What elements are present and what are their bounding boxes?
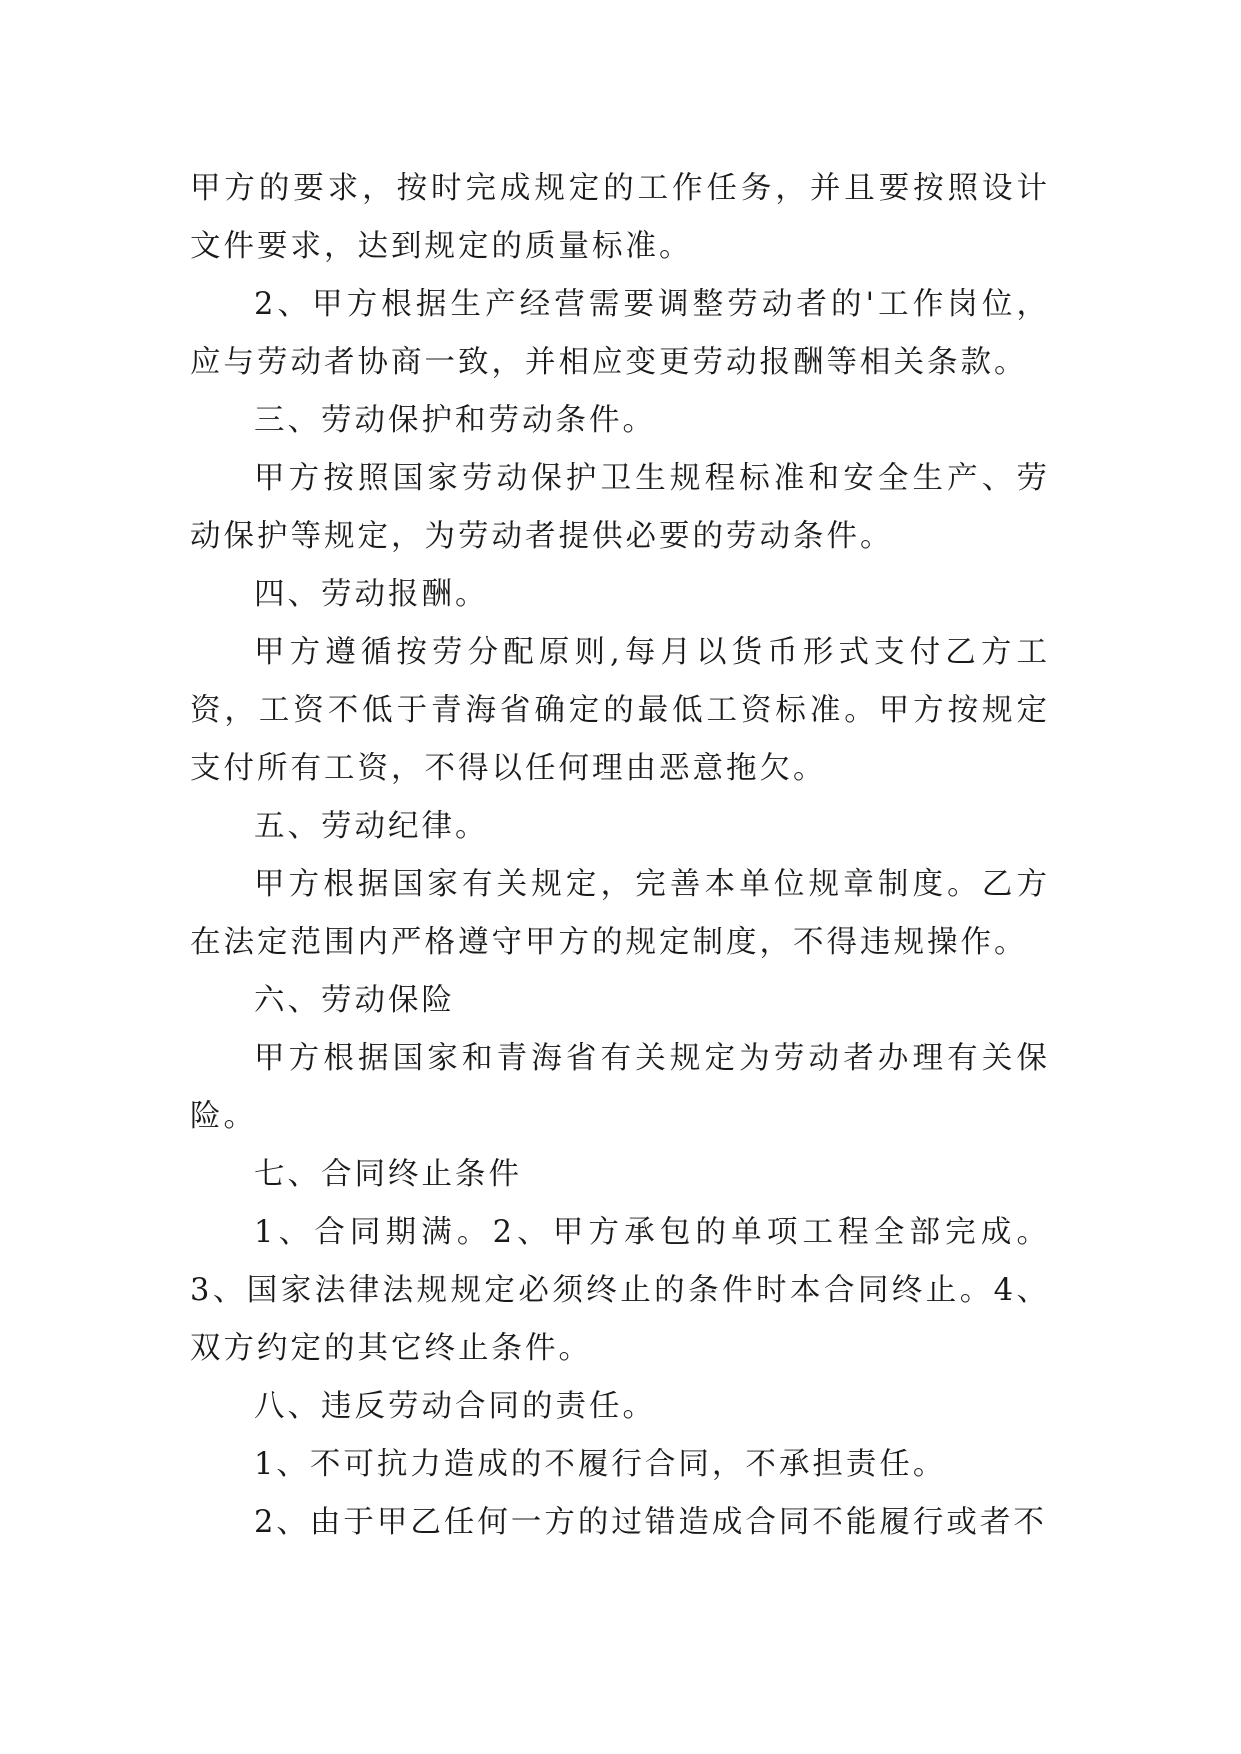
paragraph: 甲方根据国家有关规定，完善本单位规章制度。乙方在法定范围内严格遵守甲方的规定制度，不得违规操作。 [190,867,1050,960]
section-heading: 五、劳动纪律。 [254,809,489,844]
paragraph: 甲方的要求，按时完成规定的工作任务，并且要按照设计文件要求，达到规定的质量标准。 [190,171,1050,264]
section-heading: 三、劳动保护和劳动条件。 [254,403,656,438]
paragraph: 甲方按照国家劳动保护卫生规程标准和安全生产、劳动保护等规定，为劳动者提供必要的劳动条件。 [190,461,1050,554]
section-heading: 八、违反劳动合同的责任。 [254,1389,656,1424]
paragraph: 1、合同期满。2、甲方承包的单项工程全部完成。3、国家法律法规规定必须终止的条件时本合同终止。4、双方约定的其它终止条件。 [190,1215,1050,1366]
paragraph: 甲方遵循按劳分配原则,每月以货币形式支付乙方工资，工资不低于青海省确定的最低工资标准。甲方按规定支付所有工资，不得以任何理由恶意拖欠。 [190,635,1050,786]
paragraph: 1、不可抗力造成的不履行合同，不承担责任。 [254,1447,947,1482]
document-body [190,160,1050,1552]
section-heading: 四、劳动报酬。 [254,577,489,612]
paragraph: 甲方根据国家和青海省有关规定为劳动者办理有关保险。 [190,1041,1050,1134]
section-heading: 六、劳动保险 [254,983,455,1018]
paragraph: 2、甲方根据生产经营需要调整劳动者的'工作岗位，应与劳动者协商一致，并相应变更劳动报酬等相关条款。 [190,287,1050,380]
paragraph: 2、由于甲乙任何一方的过错造成合同不能履行或者不 [254,1505,1047,1540]
section-heading: 七、合同终止条件 [254,1157,522,1192]
